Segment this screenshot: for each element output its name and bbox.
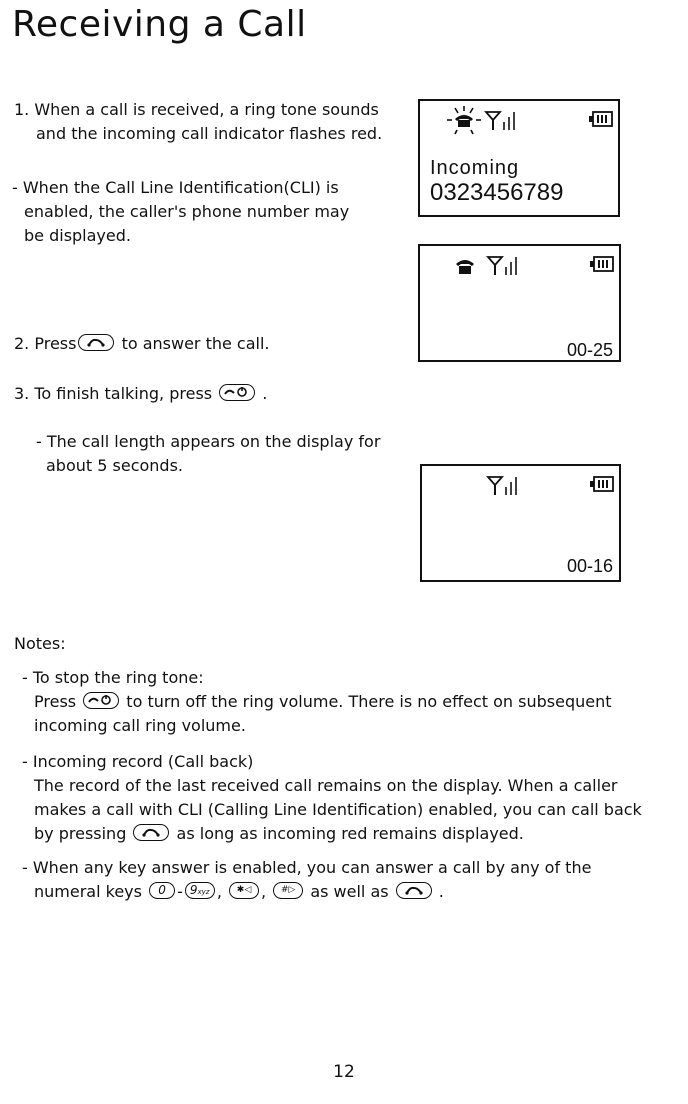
note-2-line-1: The record of the last received call remains on the display. When a caller — [34, 776, 618, 795]
note-1-title: - To stop the ring tone: — [22, 668, 204, 687]
cli-line-3: be displayed. — [24, 226, 131, 245]
note-2-line-3 — [34, 822, 524, 846]
call-length-line-1: - The call length appears on the display for — [36, 432, 381, 451]
page-title: Receiving a Call — [12, 4, 307, 45]
key-star-icon: ✱◁ — [229, 882, 259, 899]
call-timer: 00-25 — [566, 340, 613, 360]
note-2-line-2: makes a call with CLI (Calling Line Identification) enabled, you can call back — [34, 800, 642, 819]
incoming-call-screen — [418, 99, 620, 217]
talk-key-icon — [78, 334, 114, 351]
note-2-after: as long as incoming red remains displayed. — [176, 824, 524, 843]
notes-heading: Notes: — [14, 634, 66, 653]
step-2-before: 2. Press — [14, 334, 77, 353]
signal-strength-icon — [486, 254, 520, 276]
end-key-icon — [219, 384, 255, 401]
note-3-line-1: - When any key answer is enabled, you can answer a call by any of the — [22, 858, 592, 877]
note-3-mid: as well as — [310, 882, 389, 901]
note-1-before: Press — [34, 692, 77, 711]
note-1-line-1 — [34, 690, 612, 714]
talk-key-icon — [133, 824, 169, 841]
signal-strength-icon — [486, 474, 520, 496]
step-2-after: to answer the call. — [121, 334, 270, 353]
step-3 — [14, 382, 267, 406]
note-2-before: by pressing — [34, 824, 127, 843]
note-3-dash: - — [177, 882, 183, 901]
step-1-line-2: and the incoming call indicator flashes red. — [36, 124, 383, 143]
step-3-after: . — [262, 384, 268, 403]
note-3-end: . — [438, 882, 444, 901]
note-1-after: to turn off the ring volume. There is no effect on subsequent — [126, 692, 612, 711]
note-2-title: - Incoming record (Call back) — [22, 752, 254, 771]
key-hash-icon: #▷ — [273, 882, 303, 899]
caller-number: 0323456789 — [430, 179, 564, 206]
incoming-label: Incoming — [430, 157, 520, 179]
key-9-digit: 9 — [189, 883, 198, 897]
call-length-timer: 00-16 — [566, 556, 613, 576]
cli-line-1: - When the Call Line Identification(CLI) is — [12, 178, 339, 197]
signal-strength-icon — [484, 109, 518, 131]
end-key-icon — [83, 692, 119, 709]
step-2 — [14, 332, 270, 356]
call-length-line-2: about 5 seconds. — [46, 456, 183, 475]
battery-icon — [589, 255, 615, 273]
note-3-before: numeral keys — [34, 882, 142, 901]
note-3-comma-1: , — [216, 882, 222, 901]
battery-icon — [589, 475, 615, 493]
step-1-line-1: 1. When a call is received, a ring tone sounds — [14, 100, 379, 119]
note-1-line-2: incoming call ring volume. — [34, 716, 246, 735]
key-9-letters: xyz — [197, 888, 210, 896]
battery-icon — [588, 110, 614, 128]
talk-key-icon — [396, 882, 432, 899]
note-3-line-2 — [34, 880, 444, 904]
key-9-icon — [185, 882, 215, 899]
note-3-comma-2: , — [261, 882, 267, 901]
key-0-icon: 0 — [149, 882, 175, 899]
off-hook-phone-icon — [454, 256, 476, 276]
flashing-phone-icon — [444, 105, 484, 135]
talking-screen — [418, 244, 621, 362]
cli-line-2: enabled, the caller's phone number may — [24, 202, 350, 221]
page-number: 12 — [333, 1062, 355, 1082]
call-ended-screen — [420, 464, 621, 582]
step-3-before: 3. To finish talking, press — [14, 384, 213, 403]
